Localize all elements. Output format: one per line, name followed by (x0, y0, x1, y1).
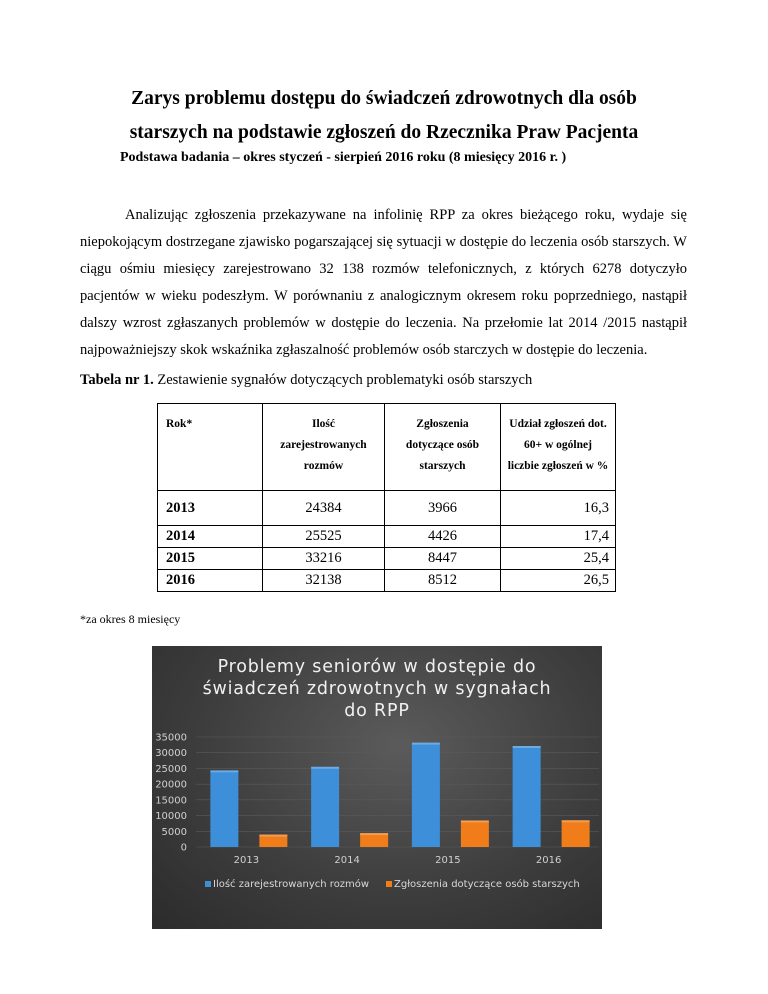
table-footnote: *za okres 8 miesięcy (80, 612, 181, 626)
cell-year: 2014 (158, 526, 263, 548)
legend-swatch-blue (205, 881, 211, 887)
bar (562, 820, 590, 847)
x-tick-label: 2016 (535, 855, 562, 866)
bar (210, 770, 238, 847)
x-tick-label: 2013 (233, 855, 260, 866)
legend-item-calls (205, 879, 369, 890)
cell-share: 17,4 (501, 526, 616, 548)
table-row (158, 526, 616, 548)
bar (412, 743, 440, 847)
bar-highlight (311, 767, 339, 769)
chart-title-line: do RPP (344, 701, 410, 721)
cell-year: 2016 (158, 570, 263, 592)
cell-year: 2015 (158, 548, 263, 570)
data-table (157, 403, 616, 592)
cell-calls: 32138 (263, 570, 385, 592)
table-header-row (158, 404, 616, 491)
y-tick-label: 0 (180, 842, 187, 854)
x-tick-label: 2015 (435, 855, 461, 866)
bar-highlight (412, 743, 440, 745)
document-title-line-2: starszych na podstawie zgłoszeń do Rzecznika Praw Pacjenta (129, 122, 639, 143)
cell-share: 25,4 (501, 548, 616, 570)
table-caption (80, 372, 532, 389)
cell-senior: 8447 (385, 548, 501, 570)
header-share (501, 404, 616, 491)
y-tick-label: 25000 (155, 763, 187, 775)
cell-senior: 4426 (385, 526, 501, 548)
cell-calls: 25525 (263, 526, 385, 548)
table-row (158, 548, 616, 570)
bar-highlight (360, 833, 388, 835)
cell-share: 26,5 (501, 570, 616, 592)
header-share-text: Udział zgłoszeń dot. 60+ w ogólnej liczbie zgłoszeń w % (507, 418, 609, 472)
document-title-line-1: Zarys problemu dostępu do świadczeń zdrowotnych dla osób (131, 88, 637, 109)
table-caption-label: Tabela nr 1. (80, 372, 154, 388)
chart-title-line: świadczeń zdrowotnych w sygnałach (202, 679, 552, 699)
bar-highlight (259, 835, 287, 837)
y-tick-label: 5000 (161, 826, 187, 838)
intro-paragraph: Analizując zgłoszenia przekazywane na infolinię RPP za okres bieżącego roku, wydaje się niepokojącym dostrzegane zjawisko pogarszającej się sytuacji w dostępie do leczenia osób starszych. W ciągu ośmiu miesięcy zarejestrowano 32 138 rozmów telefonicznych, z których 6278 dotyczyło pacjentów w wieku podeszłym. W porównaniu z analogicznym okresem roku poprzedniego, nastąpił dalszy wzrost zgłaszanych problemów w dostępie do leczenia. Na przełomie lat 2014 /2015 nastąpił najpoważniejszy skok wskaźnika zgłaszalność problemów osób starczych w dostępie do leczenia. (80, 207, 687, 358)
bar (311, 767, 339, 847)
y-tick-label: 20000 (155, 779, 187, 791)
legend-label: Zgłoszenia dotyczące osób starszych (394, 879, 580, 890)
bar (461, 820, 489, 847)
bar-chart (152, 646, 602, 929)
bar-highlight (461, 820, 489, 822)
header-calls (263, 404, 385, 491)
cell-senior: 3966 (385, 491, 501, 526)
cell-senior: 8512 (385, 570, 501, 592)
header-calls-text: Ilość zarejestrowanych rozmów (280, 418, 367, 472)
header-year: Rok* (158, 404, 263, 491)
bar-highlight (562, 820, 590, 822)
cell-calls: 33216 (263, 548, 385, 570)
y-tick-label: 30000 (155, 748, 187, 760)
bar-highlight (513, 746, 541, 748)
legend-item-senior (386, 879, 580, 890)
table-row (158, 491, 616, 526)
x-tick-label: 2014 (334, 855, 360, 866)
cell-share: 16,3 (501, 491, 616, 526)
table-caption-text: Zestawienie sygnałów dotyczących problematyki osób starszych (153, 372, 533, 388)
cell-year: 2013 (158, 491, 263, 526)
legend-label: Ilość zarejestrowanych rozmów (213, 879, 370, 890)
table-row (158, 570, 616, 592)
y-tick-label: 35000 (155, 732, 187, 744)
chart-title-line: Problemy seniorów w dostępie do (217, 657, 537, 677)
y-tick-label: 15000 (155, 795, 187, 807)
bar-highlight (210, 770, 238, 772)
cell-calls: 24384 (263, 491, 385, 526)
bar (360, 833, 388, 847)
header-senior-reports (385, 404, 501, 491)
header-senior-reports-text: Zgłoszenia dotyczące osób starszych (405, 418, 480, 472)
legend-swatch-orange (386, 881, 392, 887)
bar (513, 746, 541, 847)
y-tick-label: 10000 (155, 811, 187, 823)
document-subtitle: Podstawa badania – okres styczeń - sierpień 2016 roku (8 miesięcy 2016 r. ) (120, 150, 567, 165)
